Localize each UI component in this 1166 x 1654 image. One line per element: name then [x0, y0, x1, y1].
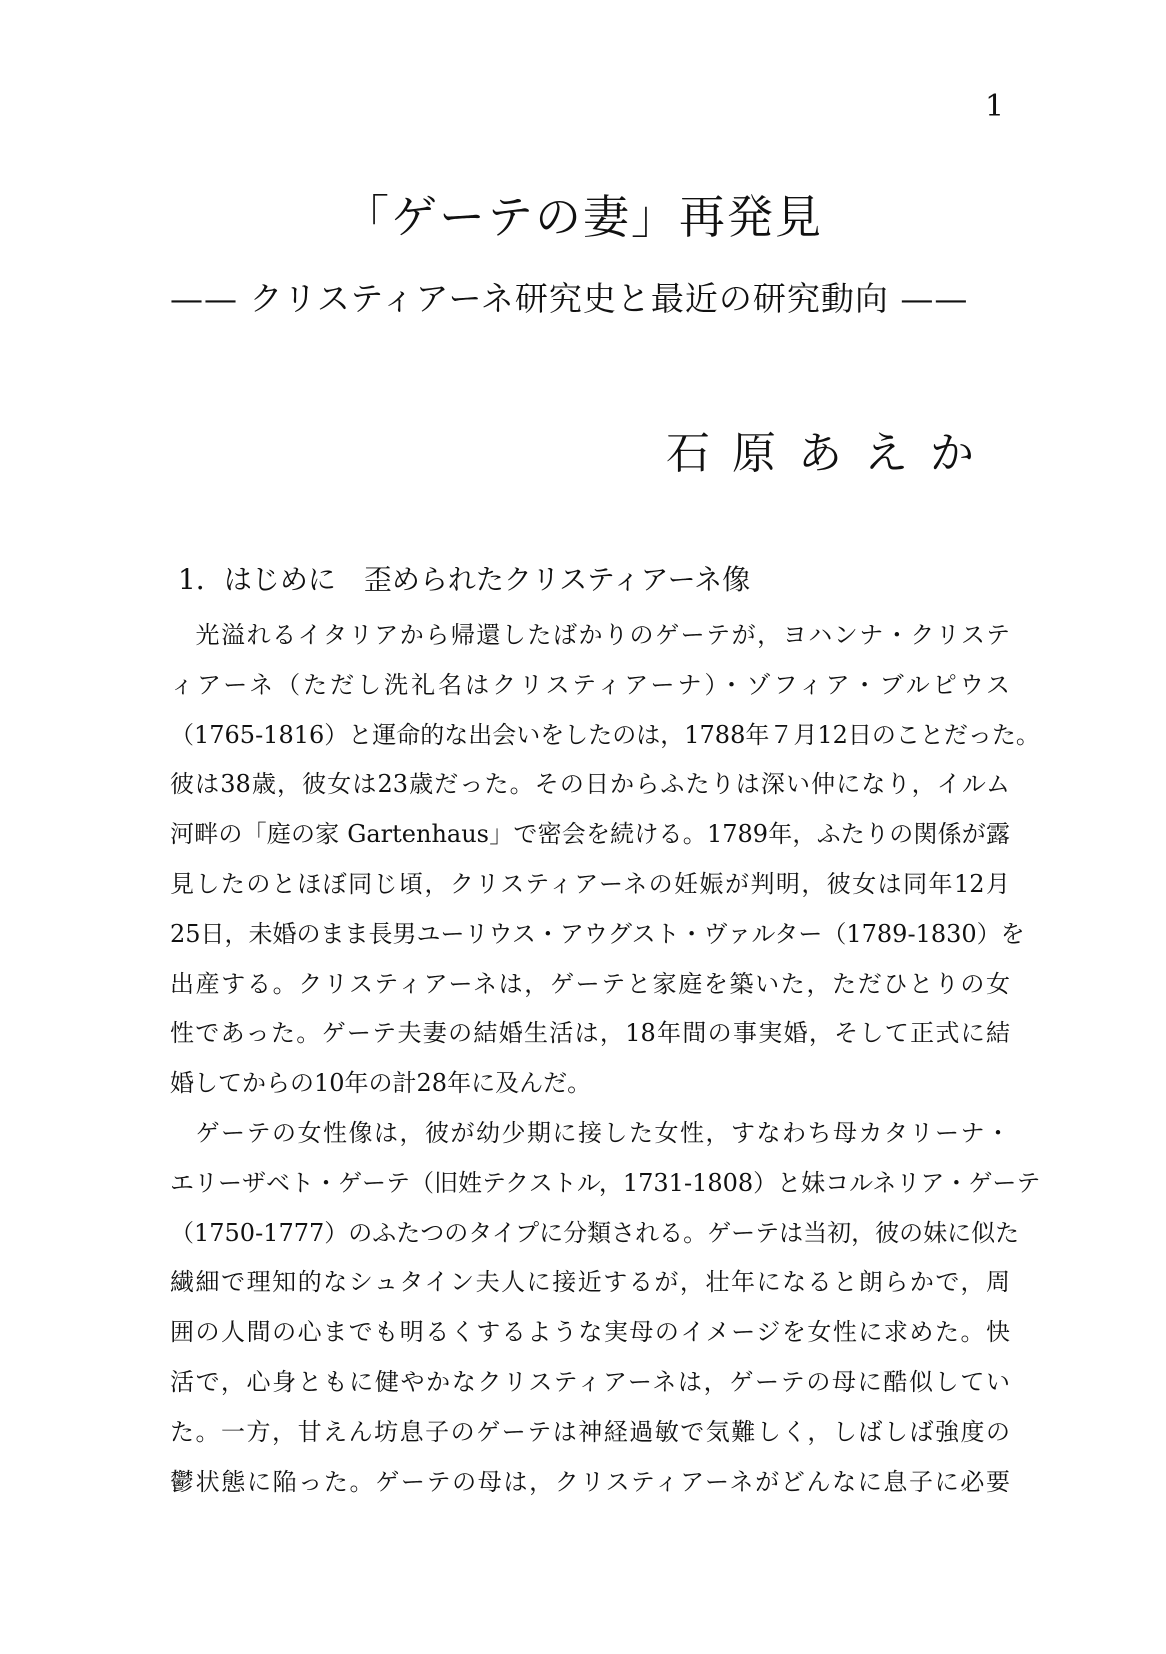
text-line: ゲーテの女性像は，彼が幼少期に接した女性，すなわち母カタリーナ・	[170, 1118, 1010, 1147]
page-title: 「ゲーテの妻」再発見	[343, 190, 823, 244]
text-line: 囲の人間の心までも明るくするような実母のイメージを女性に求めた。快	[170, 1318, 1010, 1347]
text-line: 出産する。クリスティアーネは，ゲーテと家庭を築いた，ただひとりの女	[170, 969, 1010, 998]
text-line: た。一方，甘えん坊息子のゲーテは神経過敏で気難しく，しばしば強度の	[170, 1417, 1010, 1446]
text-line: 性であった。ゲーテ夫妻の結婚生活は，18年間の事実婚，そして正式に結	[170, 1019, 1010, 1048]
text-line: 繊細で理知的なシュタイン夫人に接近するが，壮年になると朗らかで，周	[170, 1268, 1010, 1297]
text-line: 活で，心身ともに健やかなクリスティアーネは，ゲーテの母に酷似してい	[170, 1367, 1010, 1396]
text-line: 鬱状態に陥った。ゲーテの母は，クリスティアーネがどんなに息子に必要	[170, 1467, 1010, 1496]
text-line: 婚してからの10年の計28年に及んだ。	[170, 1069, 592, 1098]
text-line: 光溢れるイタリアから帰還したばかりのゲーテが，ヨハンナ・クリステ	[170, 621, 1010, 649]
text-line: 河畔の「庭の家 Gartenhaus」で密会を続ける。1789年，ふたりの関係が露	[170, 820, 1010, 849]
text-line: 彼は38歳，彼女は23歳だった。その日からふたりは深い仲になり，イルム	[170, 770, 1010, 799]
section-heading: 1．はじめに 歪められたクリスティアーネ像	[178, 563, 751, 596]
author-name: 石原あえか	[666, 428, 996, 479]
text-line: （1750-1777）のふたつのタイプに分類される。ゲーテは当初，彼の妹に似た	[170, 1218, 1020, 1247]
page-number: 1	[985, 89, 1005, 124]
text-line: ィアーネ（ただし洗礼名はクリスティアーナ）・ゾフィア・ブルピウス	[170, 670, 1010, 699]
paragraph-1	[170, 611, 1040, 1109]
subtitle: —— クリスティアーネ研究史と最近の研究動向 ——	[170, 279, 969, 318]
text-line: 見したのとほぼ同じ頃，クリスティアーネの妊娠が判明，彼女は同年12月	[170, 869, 1010, 898]
text-line: 25日，未婚のまま長男ユーリウス・アウグスト・ヴァルター（1789-1830）を	[170, 919, 1025, 948]
body-text	[170, 611, 1041, 1507]
paragraph-2	[170, 1109, 1041, 1507]
text-line: エリーザベト・ゲーテ（旧姓テクストル，1731-1808）と妹コルネリア・ゲーテ	[170, 1168, 1041, 1197]
text-line: （1765-1816）と運命的な出会いをしたのは，1788年７月12日のことだった。	[170, 720, 1040, 749]
